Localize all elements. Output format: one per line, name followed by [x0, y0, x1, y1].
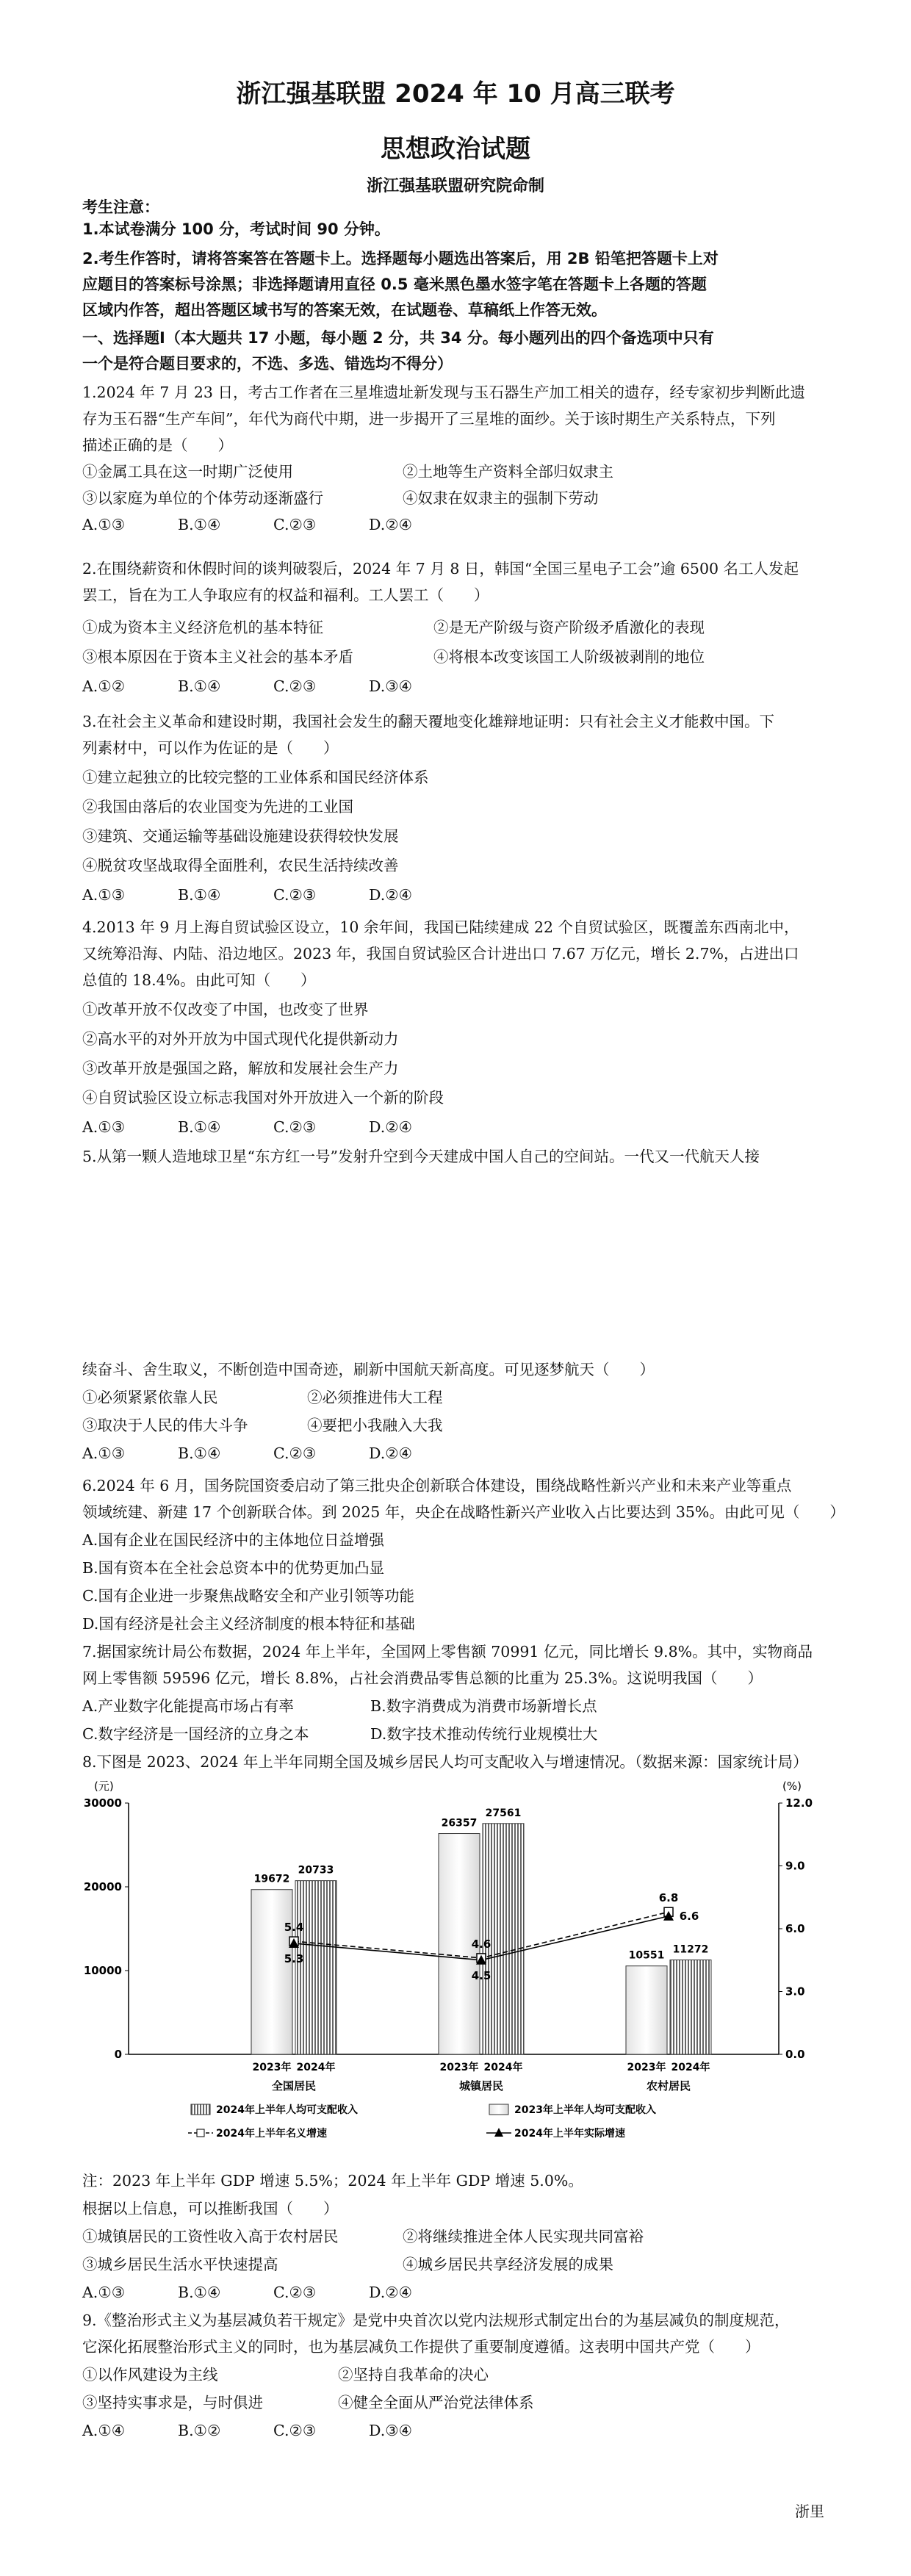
- q2-option: ③根本原因在于资本主义社会的基本矛盾: [82, 648, 353, 666]
- nominal-growth-line: [294, 1912, 669, 1958]
- legend-label: 2024年上半年名义增速: [216, 2128, 327, 2140]
- question-8-ask: 根据以上信息，可以推断我国（ ）: [82, 2200, 339, 2217]
- q8-option: ③城乡居民生活水平快速提高: [82, 2256, 278, 2273]
- right-axis-unit: (%): [782, 1780, 802, 1793]
- bar-series: [251, 1807, 711, 2054]
- q3-choice-b[interactable]: B.①④: [178, 886, 221, 904]
- q5-choice-d[interactable]: D.②④: [369, 1444, 412, 1462]
- q5-choice-a[interactable]: A.①③: [82, 1444, 126, 1462]
- x-group-label: 城镇居民: [458, 2079, 504, 2093]
- q7-choice-c[interactable]: C.数字经济是一国经济的立身之本: [82, 1725, 309, 1743]
- right-tick-label: 6.0: [785, 1922, 805, 1935]
- q4-choice-a[interactable]: A.①③: [82, 1118, 126, 1136]
- left-tick-label: 0: [114, 2048, 122, 2061]
- q4-choice-d[interactable]: D.②④: [369, 1118, 412, 1136]
- q6-choice-d[interactable]: D.国有经济是社会主义经济制度的根本特征和基础: [82, 1615, 415, 1633]
- legend-marker-real: [494, 2128, 503, 2137]
- q6-choice-c[interactable]: C.国有企业进一步聚焦战略安全和产业引领等功能: [82, 1587, 414, 1605]
- q5-option: ②必须推进伟大工程: [307, 1389, 443, 1406]
- exam-title: 浙江强基联盟 2024 年 10 月高三联考: [236, 79, 675, 109]
- section-heading: 一个是符合题目要求的，不选、多选、错选均不得分）: [82, 355, 453, 373]
- real-growth-label: 4.5: [471, 1968, 491, 1982]
- q2-choice-a[interactable]: A.①②: [82, 677, 126, 695]
- q4-option: ④自贸试验区设立标志我国对外开放进入一个新的阶段: [82, 1089, 444, 1107]
- bar-2024-label: 20733: [298, 1864, 334, 1877]
- q1-option: ③以家庭为单位的个体劳动逐渐盛行: [82, 489, 323, 507]
- bar-2023-label: 10551: [628, 1949, 665, 1962]
- q1-choice-c[interactable]: C.②③: [273, 516, 317, 533]
- question-4-stem: 又统筹沿海、内陆、沿边地区。2023 年，我国自贸试验区合计进出口 7.67 万亿元，增长 2.7%，占进出口: [82, 945, 799, 963]
- q2-option: ②是无产阶级与资产阶级矛盾激化的表现: [433, 619, 705, 636]
- x-year-label: 2023年: [627, 2062, 666, 2073]
- bar-2023: [251, 1890, 292, 2054]
- q5-option: ③取决于人民的伟大斗争: [82, 1417, 248, 1434]
- left-tick-label: 30000: [83, 1796, 122, 1810]
- q8-choice-b[interactable]: B.①④: [178, 2284, 221, 2301]
- question-5-stem: 5.从第一颗人造地球卫星“东方红一号”发射升空到今天建成中国人自己的空间站。一代又一代航天人接: [82, 1148, 760, 1165]
- notice-item: 应题目的答案标号涂黑；非选择题请用直径 0.5 毫米黑色墨水签字笔在答题卡上各题的答题: [82, 276, 707, 293]
- legend-swatch-2023: [489, 2104, 508, 2115]
- notice-item: 2.考生作答时，请将答案答在答题卡上。选择题每小题选出答案后，用 2B 铅笔把答题卡上对: [82, 250, 719, 267]
- q5-option: ④要把小我融入大我: [307, 1417, 443, 1434]
- q4-option: ②高水平的对外开放为中国式现代化提供新动力: [82, 1030, 399, 1048]
- q9-option: ①以作风建设为主线: [82, 2366, 218, 2383]
- right-axis-ticks: [779, 1796, 813, 2061]
- left-tick-label: 20000: [83, 1880, 122, 1893]
- q9-choice-c[interactable]: C.②③: [273, 2422, 317, 2439]
- q9-option: ②坚持自我革命的决心: [338, 2366, 489, 2383]
- q8-option: ①城镇居民的工资性收入高于农村居民: [82, 2228, 339, 2245]
- chart-legend: [188, 2104, 656, 2140]
- q5-choice-b[interactable]: B.①④: [178, 1444, 221, 1462]
- question-3-stem: 3.在社会主义革命和建设时期，我国社会发生的翻天覆地变化雄辩地证明：只有社会主义才能救中国。下: [82, 713, 775, 730]
- q1-choice-a[interactable]: A.①③: [82, 516, 126, 533]
- bar-2024-label: 11272: [672, 1943, 709, 1956]
- q3-choice-a[interactable]: A.①③: [82, 886, 126, 904]
- question-1-stem: 1.2024 年 7 月 23 日，考古工作者在三星堆遗址新发现与玉石器生产加工相关的遗存，经专家初步判断此遗: [82, 384, 805, 401]
- question-5-stem: 续奋斗、舍生取义，不断创造中国奇迹，刷新中国航天新高度。可见逐梦航天（ ）: [82, 1361, 655, 1378]
- notice-item: 1.本试卷满分 100 分，考试时间 90 分钟。: [82, 220, 390, 238]
- bar-2023-label: 19672: [253, 1873, 290, 1885]
- legend-label: 2024年上半年实际增速: [514, 2128, 625, 2140]
- bar-2024: [670, 1960, 711, 2054]
- x-group-label: 全国居民: [271, 2079, 317, 2093]
- question-6-stem: 6.2024 年 6 月，国务院国资委启动了第三批央企创新联合体建设，围绕战略性新兴产业和未来产业等重点: [82, 1477, 792, 1494]
- q3-choice-d[interactable]: D.②④: [369, 886, 412, 904]
- q9-choice-a[interactable]: A.①④: [82, 2422, 126, 2439]
- q1-option: ①金属工具在这一时期广泛使用: [82, 463, 293, 481]
- q2-choice-b[interactable]: B.①④: [178, 677, 221, 695]
- right-tick-label: 3.0: [785, 1985, 805, 1998]
- left-tick-label: 10000: [83, 1964, 122, 1977]
- q2-option: ①成为资本主义经济危机的基本特征: [82, 619, 323, 636]
- q5-choice-c[interactable]: C.②③: [273, 1444, 317, 1462]
- q5-option: ①必须紧紧依靠人民: [82, 1389, 218, 1406]
- bar-2023: [626, 1966, 667, 2054]
- q8-option: ④城乡居民共享经济发展的成果: [403, 2256, 613, 2273]
- q8-option: ②将继续推进全体人民实现共同富裕: [403, 2228, 644, 2245]
- question-1-stem: 存为玉石器“生产车间”，年代为商代中期，进一步揭开了三星堆的面纱。关于该时期生产关系特点，下列: [82, 410, 776, 428]
- x-group-label: 农村居民: [646, 2079, 691, 2093]
- q4-option: ③改革开放是强国之路，解放和发展社会生产力: [82, 1059, 399, 1077]
- legend-marker-nominal: [197, 2129, 204, 2137]
- q9-option: ③坚持实事求是，与时俱进: [82, 2394, 263, 2411]
- q1-choice-b[interactable]: B.①④: [178, 516, 221, 533]
- q3-option: ②我国由落后的农业国变为先进的工业国: [82, 798, 353, 816]
- q1-choice-d[interactable]: D.②④: [369, 516, 412, 533]
- q8-choice-d[interactable]: D.②④: [369, 2284, 412, 2301]
- x-year-label: 2023年: [439, 2062, 479, 2073]
- maker-line: 浙江强基联盟研究院命制: [366, 177, 544, 195]
- real-growth-label: 5.3: [284, 1951, 304, 1965]
- q8-choice-a[interactable]: A.①③: [82, 2284, 126, 2301]
- left-axis-ticks: [84, 1796, 129, 2061]
- question-9-stem: 它深化拓展整治形式主义的同时，也为基层减负工作提供了重要制度遵循。这表明中国共产党（ ）: [82, 2338, 760, 2356]
- x-year-label: 2024年: [483, 2062, 523, 2073]
- legend-swatch-2024: [191, 2104, 210, 2115]
- question-3-stem: 列素材中，可以作为佐证的是（ ）: [82, 739, 339, 757]
- subject-title: 思想政治试题: [381, 134, 530, 164]
- q2-choice-c[interactable]: C.②③: [273, 677, 317, 695]
- x-year-label: 2024年: [671, 2062, 710, 2073]
- real-growth-label: 6.6: [679, 1909, 699, 1923]
- question-4-stem: 总值的 18.4%。由此可知（ ）: [82, 971, 316, 989]
- question-7-stem: 7.据国家统计局公布数据，2024 年上半年，全国网上零售额 70991 亿元，同比增长 9.8%。其中，实物商品: [82, 1643, 813, 1661]
- left-axis-unit: (元): [94, 1780, 114, 1793]
- q3-option: ①建立起独立的比较完整的工业体系和国民经济体系: [82, 769, 429, 786]
- q1-option: ②土地等生产资料全部归奴隶主: [403, 463, 613, 481]
- right-tick-label: 9.0: [785, 1859, 805, 1873]
- q6-choice-b[interactable]: B.国有资本在全社会总资本中的优势更加凸显: [82, 1559, 385, 1577]
- x-axis-labels: [253, 2061, 710, 2093]
- right-tick-label: 0.0: [785, 2048, 805, 2061]
- notice-heading: 考生注意：: [82, 198, 159, 216]
- question-2-stem: 2.在围绕薪资和休假时间的谈判破裂后，2024 年 7 月 8 日，韩国“全国三星电子工会”逾 6500 名工人发起: [82, 560, 799, 578]
- x-year-label: 2023年: [252, 2062, 292, 2073]
- legend-label: 2023年上半年人均可支配收入: [514, 2104, 656, 2116]
- q3-option: ③建筑、交通运输等基础设施建设获得较快发展: [82, 827, 399, 845]
- x-year-label: 2024年: [296, 2062, 336, 2073]
- q9-option: ④健全全面从严治党法律体系: [338, 2394, 534, 2411]
- q9-choice-b[interactable]: B.①②: [178, 2422, 221, 2439]
- question-7-stem: 网上零售额 59596 亿元，增长 8.8%，占社会消费品零售总额的比重为 25.3%。这说明我国（ ）: [82, 1669, 763, 1687]
- legend-label: 2024年上半年人均可支配收入: [216, 2104, 358, 2116]
- q4-option: ①改革开放不仅改变了中国，也改变了世界: [82, 1001, 369, 1018]
- q8-choice-c[interactable]: C.②③: [273, 2284, 317, 2301]
- bar-2024-label: 27561: [485, 1807, 522, 1819]
- q3-choice-c[interactable]: C.②③: [273, 886, 317, 904]
- q3-option: ④脱贫攻坚战取得全面胜利，农民生活持续改善: [82, 857, 399, 874]
- bar-2023-label: 26357: [441, 1817, 478, 1830]
- bar-2024: [295, 1881, 336, 2054]
- notice-item: 区域内作答，超出答题区域书写的答案无效，在试题卷、草稿纸上作答无效。: [82, 301, 607, 319]
- question-8-stem: 8.下图是 2023、2024 年上半年同期全国及城乡居民人均可支配收入与增速情况。（数据来源：国家统计局）: [82, 1753, 808, 1771]
- income-chart: [73, 1777, 838, 2166]
- question-1-stem: 描述正确的是（ ）: [82, 436, 233, 454]
- q4-choice-c[interactable]: C.②③: [273, 1118, 317, 1136]
- q2-option: ④将根本改变该国工人阶级被剥削的地位: [433, 648, 705, 666]
- q4-choice-b[interactable]: B.①④: [178, 1118, 221, 1136]
- question-9-stem: 9.《整治形式主义为基层减负若干规定》是党中央首次以党内法规形式制定出台的为基层减负的制度规范，: [82, 2311, 790, 2329]
- question-4-stem: 4.2013 年 9 月上海自贸试验区设立，10 余年间，我国已陆续建成 22 个自贸试验区，既覆盖东西南北中，: [82, 918, 799, 936]
- question-8-note: 注：2023 年上半年 GDP 增速 5.5%；2024 年上半年 GDP 增速 5.0%。: [82, 2172, 583, 2190]
- q7-choice-b[interactable]: B.数字消费成为消费市场新增长点: [370, 1697, 597, 1715]
- q6-choice-a[interactable]: A.国有企业在国民经济中的主体地位日益增强: [82, 1531, 384, 1549]
- q7-choice-d[interactable]: D.数字技术推动传统行业规模壮大: [370, 1725, 598, 1743]
- question-2-stem: 罢工，旨在为工人争取应有的权益和福利。工人罢工（ ）: [82, 586, 489, 604]
- nominal-growth-label: 6.8: [658, 1891, 679, 1905]
- q2-choice-d[interactable]: D.③④: [369, 677, 412, 695]
- q7-choice-a[interactable]: A.产业数字化能提高市场占有率: [82, 1697, 294, 1715]
- nominal-growth-label: 4.6: [471, 1937, 491, 1951]
- nominal-growth-label: 5.4: [284, 1921, 304, 1935]
- section-heading: 一、选择题Ⅰ（本大题共 17 小题，每小题 2 分，共 34 分。每小题列出的四个备选项中只有: [82, 329, 714, 347]
- right-tick-label: 12.0: [785, 1796, 813, 1810]
- q9-choice-d[interactable]: D.③④: [369, 2422, 412, 2439]
- q1-option: ④奴隶在奴隶主的强制下劳动: [403, 489, 599, 507]
- question-6-stem: 领域统建、新建 17 个创新联合体。到 2025 年，央企在战略性新兴产业收入占比要达到 35%。由此可见（ ）: [82, 1503, 845, 1521]
- page-footer: 浙里: [795, 2503, 824, 2520]
